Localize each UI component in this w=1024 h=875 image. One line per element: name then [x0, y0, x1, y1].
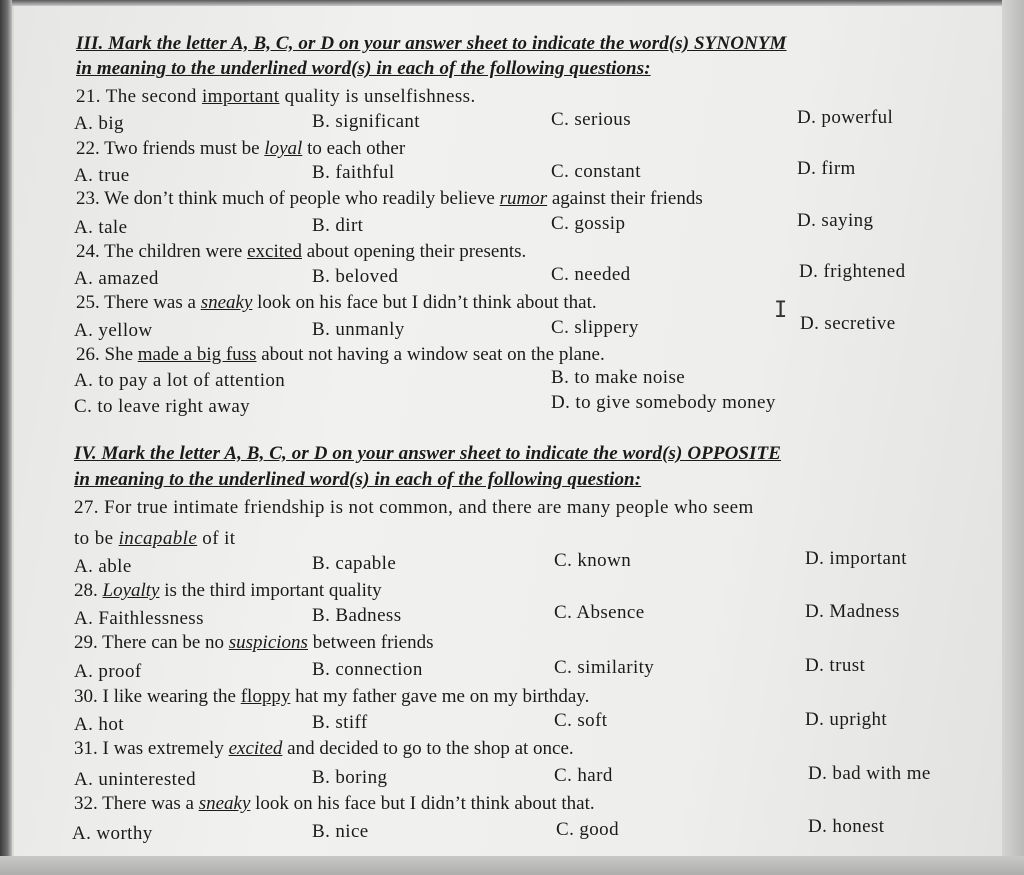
option-22a[interactable]: A. true: [74, 165, 130, 186]
option-31d[interactable]: D. bad with me: [808, 763, 931, 784]
question-32: 32. There was a sneaky look on his face but I didn’t think about that.: [74, 793, 595, 814]
option-21c[interactable]: C. serious: [551, 109, 631, 130]
option-25a[interactable]: A. yellow: [74, 320, 153, 341]
option-27d[interactable]: D. important: [805, 548, 907, 569]
option-28c[interactable]: C. Absence: [554, 602, 645, 623]
option-29a[interactable]: A. proof: [74, 661, 142, 682]
option-26b[interactable]: B. to make noise: [551, 367, 686, 388]
underlined-word: suspicions: [228, 632, 308, 653]
option-26a[interactable]: A. to pay a lot of attention: [74, 370, 286, 391]
option-22c[interactable]: C. constant: [551, 161, 641, 182]
underlined-word: rumor: [499, 188, 548, 209]
option-30a[interactable]: A. hot: [74, 714, 124, 735]
section3-heading-line1: III. Mark the letter A, B, C, or D on your answer sheet to indicate the word(s) SYNONYM: [76, 33, 787, 54]
option-21a[interactable]: A. big: [74, 113, 124, 134]
question-30: 30. I like wearing the floppy hat my father gave me on my birthday.: [74, 686, 590, 707]
option-30b[interactable]: B. stiff: [312, 712, 368, 733]
option-21b[interactable]: B. significant: [312, 111, 420, 132]
option-30c[interactable]: C. soft: [554, 710, 608, 731]
option-23c[interactable]: C. gossip: [551, 213, 626, 234]
question-26: 26. She made a big fuss about not having a window seat on the plane.: [76, 344, 605, 365]
option-24a[interactable]: A. amazed: [74, 268, 159, 289]
option-23d[interactable]: D. saying: [797, 210, 874, 231]
section4-heading-line2: in meaning to the underlined word(s) in each of the following question:: [74, 469, 642, 490]
section3-heading-line2: in meaning to the underlined word(s) in each of the following questions:: [76, 58, 651, 79]
question-24: 24. The children were excited about opening their presents.: [76, 241, 527, 262]
underlined-word: excited: [228, 738, 283, 759]
option-32d[interactable]: D. honest: [808, 816, 885, 837]
option-28a[interactable]: A. Faithlessness: [74, 608, 204, 629]
option-30d[interactable]: D. upright: [805, 709, 888, 730]
option-27a[interactable]: A. able: [74, 556, 132, 577]
question-31: 31. I was extremely excited and decided to go to the shop at once.: [74, 738, 574, 759]
option-26d[interactable]: D. to give somebody money: [551, 392, 776, 413]
underlined-word: made a big fuss: [137, 344, 257, 365]
question-22: 22. Two friends must be loyal to each other: [76, 138, 406, 159]
option-31b[interactable]: B. boring: [312, 767, 388, 788]
underlined-word: incapable: [118, 528, 198, 549]
option-32a[interactable]: A. worthy: [72, 823, 153, 844]
option-24d[interactable]: D. frightened: [799, 261, 906, 282]
option-29b[interactable]: B. connection: [312, 659, 423, 680]
option-26c[interactable]: C. to leave right away: [74, 396, 251, 417]
underlined-word: Loyalty: [102, 580, 160, 601]
question-29: 29. There can be no suspicions between friends: [74, 632, 434, 653]
question-21: 21. The second important quality is unselfishness.: [76, 86, 476, 107]
question-27-line2: to be incapable of it: [74, 528, 236, 549]
option-24c[interactable]: C. needed: [551, 264, 631, 285]
option-21d[interactable]: D. powerful: [797, 107, 894, 128]
option-25c[interactable]: C. slippery: [551, 317, 639, 338]
option-28d[interactable]: D. Madness: [805, 601, 900, 622]
option-25d[interactable]: D. secretive: [800, 313, 896, 334]
underlined-word: loyal: [264, 138, 303, 159]
option-23b[interactable]: B. dirt: [312, 215, 364, 236]
option-29d[interactable]: D. trust: [805, 655, 866, 676]
option-31c[interactable]: C. hard: [554, 765, 613, 786]
underlined-word: important: [201, 86, 280, 107]
question-25: 25. There was a sneaky look on his face but I didn’t think about that.: [76, 292, 597, 313]
text-cursor-icon: I: [774, 298, 788, 323]
question-28: 28. Loyalty is the third important quality: [74, 580, 382, 601]
underlined-word: excited: [247, 241, 302, 262]
option-32c[interactable]: C. good: [556, 819, 619, 840]
option-27c[interactable]: C. known: [554, 550, 632, 571]
underlined-word: sneaky: [200, 292, 253, 313]
question-23: 23. We don’t think much of people who readily believe rumor against their friends: [76, 188, 703, 209]
option-27b[interactable]: B. capable: [312, 553, 397, 574]
option-24b[interactable]: B. beloved: [312, 266, 399, 287]
option-23a[interactable]: A. tale: [74, 217, 128, 238]
option-31a[interactable]: A. uninterested: [74, 769, 197, 790]
option-25b[interactable]: B. unmanly: [312, 319, 405, 340]
underlined-word: sneaky: [198, 793, 251, 814]
option-29c[interactable]: C. similarity: [554, 657, 655, 678]
underlined-word: floppy: [240, 686, 291, 707]
option-28b[interactable]: B. Badness: [312, 605, 402, 626]
option-22b[interactable]: B. faithful: [312, 162, 395, 183]
option-22d[interactable]: D. firm: [797, 158, 856, 179]
section4-heading-line1: IV. Mark the letter A, B, C, or D on your answer sheet to indicate the word(s) OPPOSITE: [74, 443, 782, 464]
option-32b[interactable]: B. nice: [312, 821, 369, 842]
question-27: 27. For true intimate friendship is not common, and there are many people who seem: [74, 497, 754, 518]
